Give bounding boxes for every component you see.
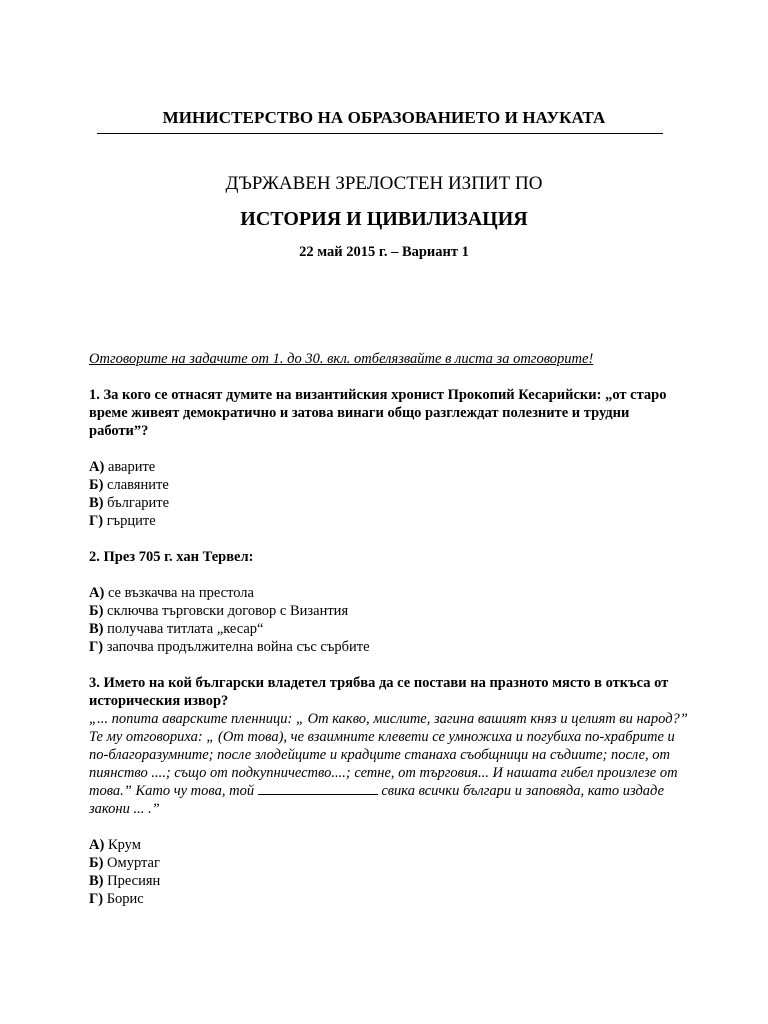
option-text: се възкачва на престола bbox=[104, 585, 254, 601]
option-text: започва продължителна война със сърбите bbox=[103, 639, 370, 655]
option-text: гърците bbox=[103, 513, 156, 529]
question-text: 1. За кого се отнасят думите на византийския хронист Прокопий Кесарийски: „от старо време живеят демократично и затова винаги общо разглеждат полезните и трудни работи”? bbox=[89, 387, 667, 439]
question-2 bbox=[89, 548, 689, 656]
option-letter: Г) bbox=[89, 891, 104, 907]
source-quote bbox=[89, 710, 689, 818]
option-c bbox=[89, 494, 689, 512]
answer-options bbox=[89, 584, 689, 656]
option-letter: Г) bbox=[89, 513, 104, 529]
option-text: аварите bbox=[104, 459, 156, 475]
option-text: Крум bbox=[104, 837, 141, 853]
option-text: българите bbox=[103, 495, 170, 511]
option-text: сключва търговски договор с Византия bbox=[103, 603, 349, 619]
option-b bbox=[89, 854, 689, 872]
answer-options bbox=[89, 836, 689, 908]
option-text: Пресиян bbox=[103, 873, 161, 889]
option-d bbox=[89, 512, 689, 530]
ministry-title: МИНИСТЕРСТВО НА ОБРАЗОВАНИЕТО И НАУКАТА bbox=[162, 108, 606, 127]
option-text: славяните bbox=[103, 477, 169, 493]
option-b bbox=[89, 602, 689, 620]
exam-date-variant: 22 май 2015 г. – Вариант 1 bbox=[299, 244, 469, 260]
option-letter: Б) bbox=[89, 603, 104, 619]
option-letter: А) bbox=[89, 459, 105, 475]
answer-blank bbox=[258, 782, 378, 795]
option-letter: А) bbox=[89, 585, 105, 601]
question-text: 3. Името на кой български владетел трябва да се постави на празното място в откъса от историческия извор? bbox=[89, 675, 669, 709]
option-c bbox=[89, 620, 689, 638]
quote-part-1: „... попита аварските пленници: „ От какво, мислите, загина вашият княз и целият ви народ?” Те му отговориха: „ (От това), че взаимните клевети се умножиха и погубиха по-храбрите и по-благоразумните; после злодейците и крадците станаха съобщници на съдиите; после, от пиянство ....; също от подкупничество....; сетне, от търговия... И нашата гибел произлезе от това.” Като чу това, той bbox=[89, 711, 688, 799]
header-divider bbox=[97, 133, 663, 134]
option-letter: Б) bbox=[89, 477, 104, 493]
quote-part-2: свика всички българи и заповяда, като издаде закони ... .” bbox=[89, 783, 665, 817]
option-letter: Г) bbox=[89, 639, 104, 655]
option-c bbox=[89, 872, 689, 890]
option-b bbox=[89, 476, 689, 494]
question-1 bbox=[89, 386, 689, 530]
option-letter: А) bbox=[89, 837, 105, 853]
exam-title: ДЪРЖАВЕН ЗРЕЛОСТЕН ИЗПИТ ПО bbox=[225, 173, 543, 194]
option-a bbox=[89, 458, 689, 476]
option-letter: В) bbox=[89, 495, 104, 511]
option-letter: В) bbox=[89, 873, 104, 889]
exam-subject: ИСТОРИЯ И ЦИВИЛИЗАЦИЯ bbox=[240, 208, 528, 230]
answer-options bbox=[89, 458, 689, 530]
option-a bbox=[89, 836, 689, 854]
exam-content bbox=[89, 350, 689, 908]
option-letter: В) bbox=[89, 621, 104, 637]
question-3 bbox=[89, 674, 689, 908]
option-d bbox=[89, 638, 689, 656]
option-text: Омуртаг bbox=[103, 855, 160, 871]
option-letter: Б) bbox=[89, 855, 104, 871]
option-d bbox=[89, 890, 689, 908]
instruction: Отговорите на задачите от 1. до 30. вкл. отбелязвайте в листа за отговорите! bbox=[89, 351, 594, 367]
question-text: 2. През 705 г. хан Тервел: bbox=[89, 549, 254, 565]
option-text: получава титлата „кесар“ bbox=[103, 621, 264, 637]
option-text: Борис bbox=[103, 891, 144, 907]
option-a bbox=[89, 584, 689, 602]
